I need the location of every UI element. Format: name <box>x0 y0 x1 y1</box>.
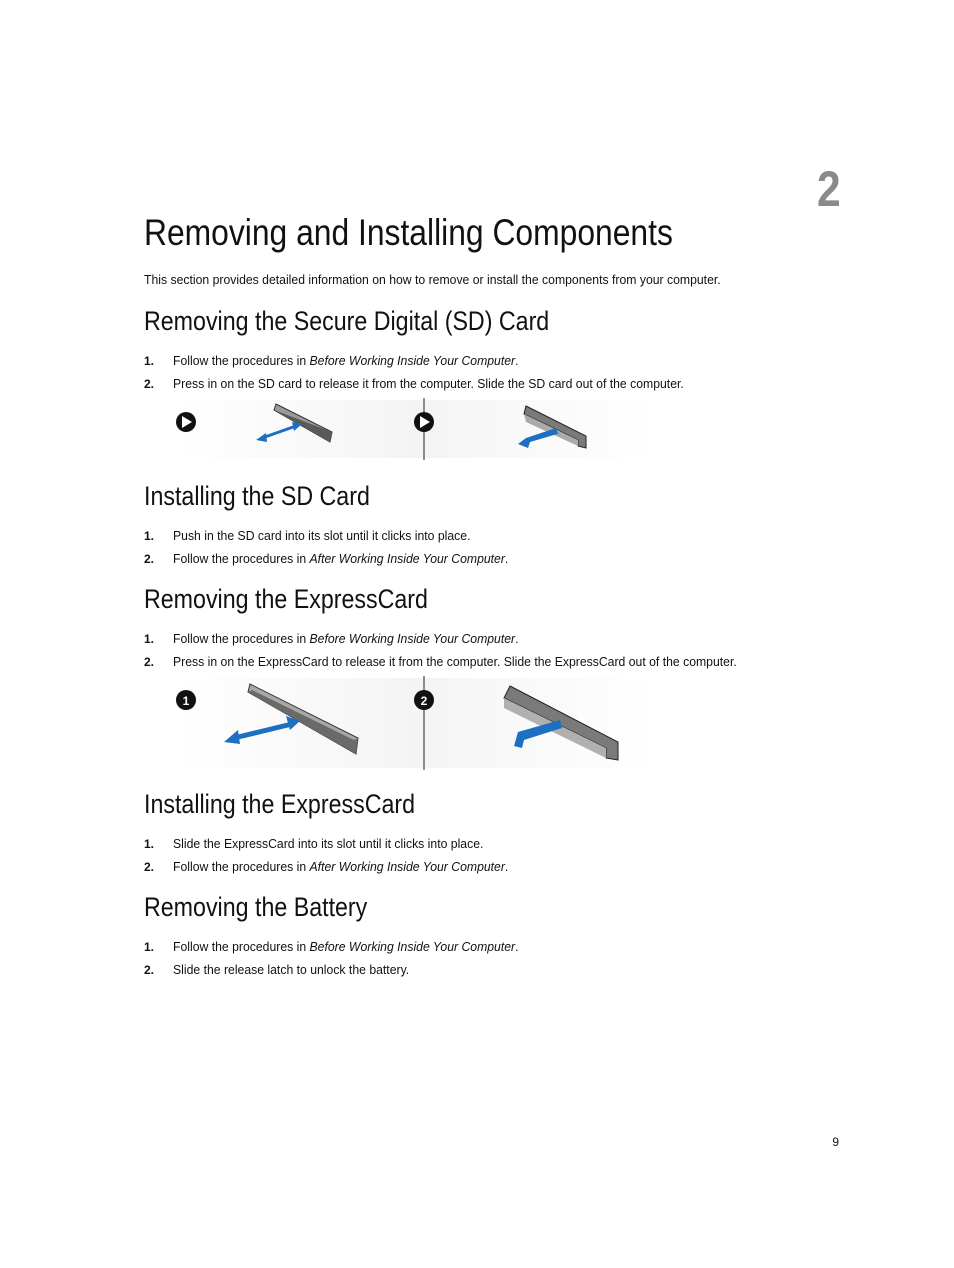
step-text: Press in on the SD card to release it from the computer. Slide the SD card out of the computer. <box>173 375 684 391</box>
page-number: 9 <box>832 1135 839 1149</box>
step-number: 2. <box>144 376 155 391</box>
step-number: 2. <box>144 962 155 977</box>
figure-sd-card-removal <box>174 398 658 460</box>
chapter-number: 2 <box>817 161 840 217</box>
step-item <box>144 350 824 373</box>
reference-link: Before Working Inside Your Computer <box>309 353 516 368</box>
section-removing-expresscard <box>144 582 824 673</box>
step-list <box>144 628 824 673</box>
step-badge-2 <box>414 690 434 710</box>
section-removing-sd-card <box>144 304 824 395</box>
step-item <box>144 628 824 651</box>
step-number: 1. <box>144 837 155 851</box>
section-heading: Removing the ExpressCard <box>144 584 428 614</box>
play-icon <box>414 412 434 432</box>
step-text: Follow the procedures in Before Working Inside Your Computer. <box>173 939 519 954</box>
step-item <box>144 373 824 396</box>
step-text: Follow the procedures in Before Working Inside Your Computer. <box>173 631 519 646</box>
step-number: 2. <box>144 859 155 874</box>
step-text: Slide the release latch to unlock the battery. <box>173 961 410 977</box>
step-text: Push in the SD card into its slot until it clicks into place. <box>173 528 471 543</box>
step-number: 2. <box>144 551 155 566</box>
section-heading: Removing the Battery <box>144 892 368 922</box>
figure-expresscard-removal <box>174 676 658 770</box>
section-heading: Removing the Secure Digital (SD) Card <box>144 306 550 336</box>
section-heading: Installing the SD Card <box>144 481 370 511</box>
reference-link: After Working Inside Your Computer <box>309 550 505 566</box>
reference-link: Before Working Inside Your Computer <box>309 631 516 646</box>
svg-text:1: 1 <box>182 694 190 708</box>
step-number: 1. <box>144 632 155 646</box>
step-item <box>144 548 824 571</box>
step-item <box>144 833 824 856</box>
step-number: 2. <box>144 654 155 669</box>
step-number: 1. <box>144 354 155 368</box>
step-list <box>144 350 824 395</box>
step-badge-1 <box>176 690 196 710</box>
step-item <box>144 936 824 959</box>
step-number: 1. <box>144 940 155 954</box>
step-text: Press in on the ExpressCard to release it from the computer. Slide the ExpressCard out of the computer. <box>173 653 737 669</box>
step-text: Follow the procedures in After Working Inside Your Computer. <box>173 858 509 874</box>
step-item <box>144 525 824 548</box>
section-installing-expresscard <box>144 787 824 878</box>
step-item <box>144 959 824 982</box>
step-text: Slide the ExpressCard into its slot until it clicks into place. <box>173 836 484 851</box>
step-number: 1. <box>144 529 155 543</box>
step-list <box>144 525 824 570</box>
section-installing-sd-card <box>144 479 824 570</box>
chapter-title: Removing and Installing Components <box>144 212 673 253</box>
reference-link: After Working Inside Your Computer <box>309 858 505 874</box>
step-list <box>144 936 824 981</box>
section-heading: Installing the ExpressCard <box>144 789 416 819</box>
step-text: Follow the procedures in After Working Inside Your Computer. <box>173 550 509 566</box>
play-icon <box>176 412 196 432</box>
reference-link: Before Working Inside Your Computer <box>309 939 516 954</box>
chapter-intro: This section provides detailed information on how to remove or install the components from your computer. <box>144 272 721 287</box>
svg-text:2: 2 <box>420 694 428 708</box>
step-text: Follow the procedures in Before Working Inside Your Computer. <box>173 353 519 368</box>
step-item <box>144 651 824 674</box>
section-removing-battery <box>144 890 824 981</box>
step-item <box>144 856 824 879</box>
step-list <box>144 833 824 878</box>
